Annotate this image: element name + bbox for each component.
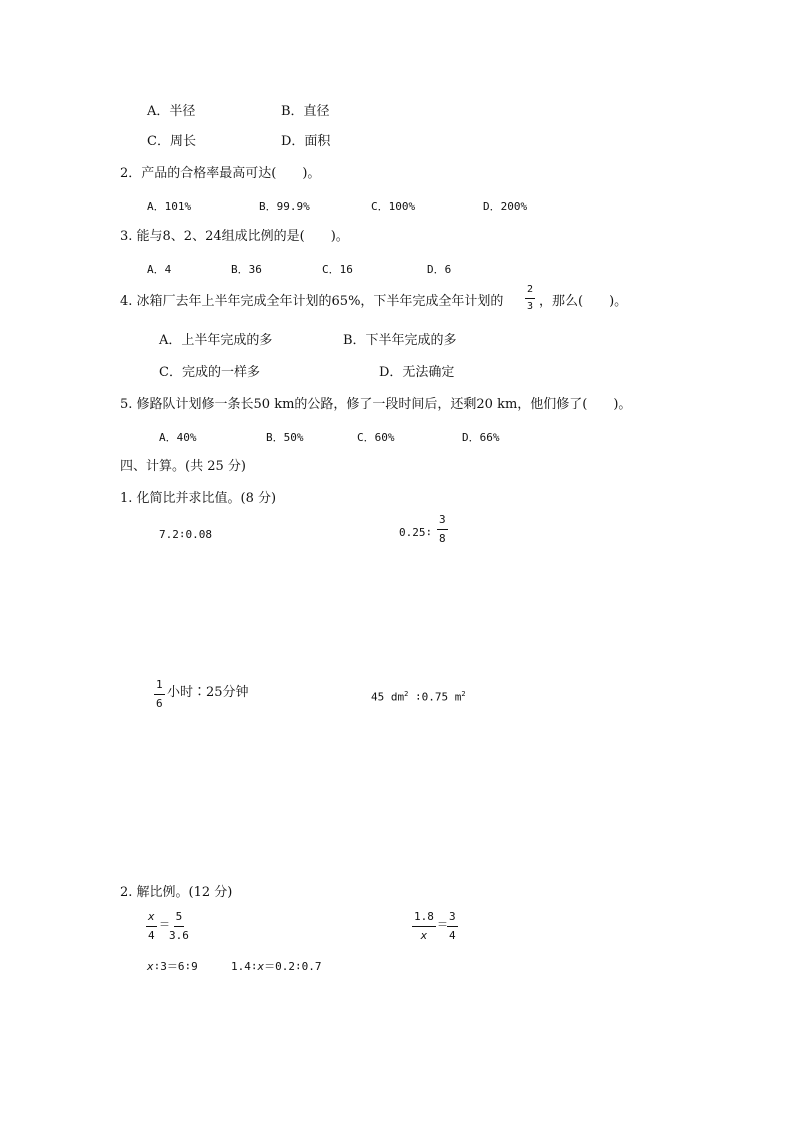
ratio-dm2-m2: [371, 686, 466, 706]
q4-option-a: A．上半年完成的多: [159, 333, 273, 348]
q2-stem: 2．产品的合格率最高可达( )。: [120, 166, 321, 181]
proportion-3-rest: ∶3＝6∶9: [153, 960, 198, 973]
q5-option-b: B．50%: [266, 431, 304, 444]
q4-fraction-denominator: 3: [527, 301, 534, 312]
q1-option-d: D．面积: [281, 134, 331, 149]
proportion-1-left-fraction: [146, 910, 157, 943]
fraction-numerator: 5: [174, 910, 185, 927]
q1-option-b: B．直径: [281, 104, 330, 119]
q4-option-d: D．无法确定: [379, 365, 455, 380]
superscript: 2: [404, 690, 409, 698]
fraction-denominator: 8: [439, 532, 446, 545]
q4-stem-end: ，那么( )。: [539, 294, 628, 309]
section4-problem2-title: 2. 解比例。(12 分): [120, 885, 233, 900]
section4-title: 四、计算。(共 25 分): [120, 459, 246, 474]
q4-fraction: [525, 284, 535, 313]
variable-x: x: [257, 960, 265, 973]
q3-stem: 3. 能与8、2、24组成比例的是( )。: [120, 229, 349, 244]
q1-option-c: C．周长: [147, 134, 196, 149]
q2-option-a: A．101%: [147, 200, 192, 213]
equals-sign: ＝: [437, 918, 448, 931]
q4-option-b: B．下半年完成的多: [343, 333, 457, 348]
ratio-hours-minutes: 小时∶25分钟: [167, 685, 249, 700]
proportion-3: [147, 959, 198, 975]
proportion-1-right-fraction: [169, 910, 189, 943]
proportion-4-pre: 1.4∶: [231, 960, 258, 973]
q4-fraction-numerator: 2: [525, 284, 535, 299]
q1-option-a: A．半径: [147, 104, 196, 119]
fraction-1-6: [154, 678, 165, 711]
superscript: 2: [461, 690, 466, 698]
q2-option-c: C．100%: [371, 200, 416, 213]
fraction-denominator: 4: [449, 929, 456, 942]
proportion-2-left-fraction: [412, 910, 436, 943]
fraction-numerator: x: [146, 910, 157, 927]
variable-x: x: [147, 960, 154, 973]
ratio-m2-part: ∶0.75 m: [408, 690, 462, 704]
ratio-0-25-prefix: 0.25∶: [399, 526, 433, 539]
ratio-fraction-3-8: [437, 513, 448, 546]
fraction-numerator: 3: [447, 910, 458, 927]
q5-option-c: C．60%: [357, 431, 395, 444]
q4-option-c: C．完成的一样多: [159, 365, 260, 380]
fraction-numerator: 3: [437, 513, 448, 530]
fraction-denominator: 4: [148, 929, 155, 942]
q3-option-d: D．6: [427, 263, 452, 276]
fraction-denominator: 6: [156, 697, 163, 710]
proportion-4-rest: ＝0.2∶0.7: [264, 960, 322, 973]
fraction-numerator: 1: [154, 678, 165, 695]
q5-option-a: A．40%: [159, 431, 197, 444]
q3-option-a: A．4: [147, 263, 172, 276]
q4-stem: 4. 冰箱厂去年上半年完成全年计划的65%，下半年完成全年计划的: [120, 294, 504, 309]
section4-problem1-title: 1. 化简比并求比值。(8 分): [120, 491, 277, 506]
ratio-7-2-0-08: 7.2∶0.08: [159, 528, 212, 541]
q2-option-d: D．200%: [483, 200, 528, 213]
proportion-4: [231, 959, 321, 975]
fraction-denominator: 3.6: [169, 929, 189, 942]
equals-sign: ＝: [159, 918, 170, 931]
q5-option-d: D．66%: [462, 431, 500, 444]
q3-option-b: B．36: [231, 263, 262, 276]
q3-option-c: C．16: [322, 263, 353, 276]
proportion-2-right-fraction: [447, 910, 458, 943]
fraction-numerator: 1.8: [412, 910, 436, 927]
q5-stem: 5. 修路队计划修一条长50 km的公路，修了一段时间后，还剩20 km，他们修了( )。: [120, 397, 632, 412]
fraction-denominator: x: [420, 929, 428, 942]
q2-option-b: B．99.9%: [259, 200, 310, 213]
ratio-dm2-part: 45 dm: [371, 690, 405, 704]
